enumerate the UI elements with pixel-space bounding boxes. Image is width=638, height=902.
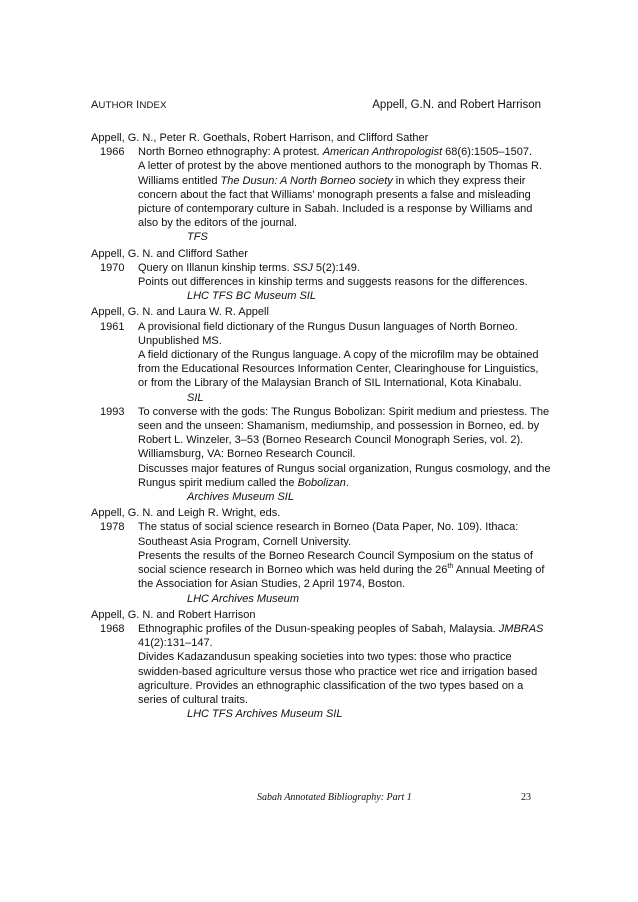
entry-annotation: A field dictionary of the Rungus language. A copy of the microfilm may be obtained from the Educational Resources Information Center, Clearinghouse for Linguistics, or from the Library of the Malaysian Branch of SIL International, Kota Kinabalu. <box>138 349 539 390</box>
entry-locations: LHC TFS Archives Museum SIL <box>187 708 343 721</box>
entry-item <box>91 520 551 548</box>
entry-annotation: Presents the results of the Borneo Research Council Symposium on the status of social science research in Borneo which was held during the 26th Annual Meeting of the Association for Asian Studies, 2 April 1974, Boston. <box>138 549 545 591</box>
entry-item <box>91 320 551 348</box>
header-author-range: Appell, G.N. and Robert Harrison <box>372 99 541 111</box>
entry-author: Appell, G. N. and Robert Harrison <box>91 608 256 621</box>
entry-year: 1968 <box>100 622 125 635</box>
entry-author: Appell, G. N. and Leigh R. Wright, eds. <box>91 507 281 520</box>
entry-annotation: Points out differences in kinship terms and suggests reasons for the differences. <box>138 276 528 289</box>
entry-item <box>91 622 551 650</box>
entry-year: 1993 <box>100 405 125 418</box>
entry-annotation: Divides Kadazandusun speaking societies into two types: those who practice swidden-based agriculture versus those who practice wet rice and irrigation based agriculture. Provides an ethnographic classification of the two types based on a series of cultural traits. <box>138 651 538 706</box>
bibliography-entry <box>91 305 551 504</box>
entry-item <box>91 261 551 275</box>
entry-citation: The status of social science research in Borneo (Data Paper, No. 109). Ithaca: Southeast Asia Program, Cornell University. <box>138 521 519 548</box>
entry-locations: LHC Archives Museum <box>187 592 300 605</box>
entry-locations: TFS <box>187 231 208 244</box>
entry-item <box>91 145 551 159</box>
bibliography-entry <box>91 131 551 245</box>
entry-locations: Archives Museum SIL <box>187 491 294 504</box>
entry-citation: Query on Illanun kinship terms. SSJ 5(2):149. <box>138 261 360 274</box>
entry-year: 1978 <box>100 521 125 534</box>
entry-citation: Ethnographic profiles of the Dusun-speaking peoples of Sabah, Malaysia. JMBRAS 41(2):131–147. <box>138 622 544 650</box>
bibliography-entry <box>91 247 551 304</box>
entry-locations: LHC TFS BC Museum SIL <box>187 290 316 303</box>
entry-year: 1970 <box>100 261 125 274</box>
entry-item <box>91 405 551 462</box>
entry-year: 1961 <box>100 320 125 333</box>
running-header <box>91 99 541 113</box>
page-footer <box>91 792 541 806</box>
bibliography-entry <box>91 506 551 605</box>
entry-citation: To converse with the gods: The Rungus Bobolizan: Spirit medium and priestess. The seen and the unseen: Shamanism, mediumship, and possession in Borneo, ed. by Robert L. Winzeler, 3–53 (Borneo Research Council Monograph Series, vol. 2). Williamsburg, VA: Borneo Research Council. <box>138 405 550 461</box>
bibliography-list <box>91 131 551 723</box>
entry-annotation: A letter of protest by the above mentioned authors to the monograph by Thomas R. Williams entitled The Dusun: A North Borneo society in which they express their concern about the fact that Williams’ monograph presents a false and misleading picture of contemporary culture in Sabah. Included is a response by Williams and also by the editors of the journal. <box>138 160 542 230</box>
entry-locations: SIL <box>187 391 204 404</box>
entry-author: Appell, G. N. and Clifford Sather <box>91 247 248 260</box>
entry-citation: North Borneo ethnography: A protest. American Anthropologist 68(6):1505–1507. <box>138 146 533 159</box>
entry-annotation: Discusses major features of Rungus social organization, Rungus cosmology, and the Rungus spirit medium called the Bobolizan. <box>138 462 551 489</box>
entry-author: Appell, G. N. and Laura W. R. Appell <box>91 306 269 319</box>
section-label: AUTHOR INDEX <box>91 99 167 111</box>
page-number: 23 <box>521 792 531 803</box>
bibliography-entry <box>91 608 551 722</box>
entry-year: 1966 <box>100 146 125 159</box>
entry-citation: A provisional field dictionary of the Rungus Dusun languages of North Borneo. Unpublished MS. <box>138 320 518 347</box>
entry-author: Appell, G. N., Peter R. Goethals, Robert Harrison, and Clifford Sather <box>91 132 429 144</box>
publication-title: Sabah Annotated Bibliography: Part 1 <box>257 792 412 803</box>
